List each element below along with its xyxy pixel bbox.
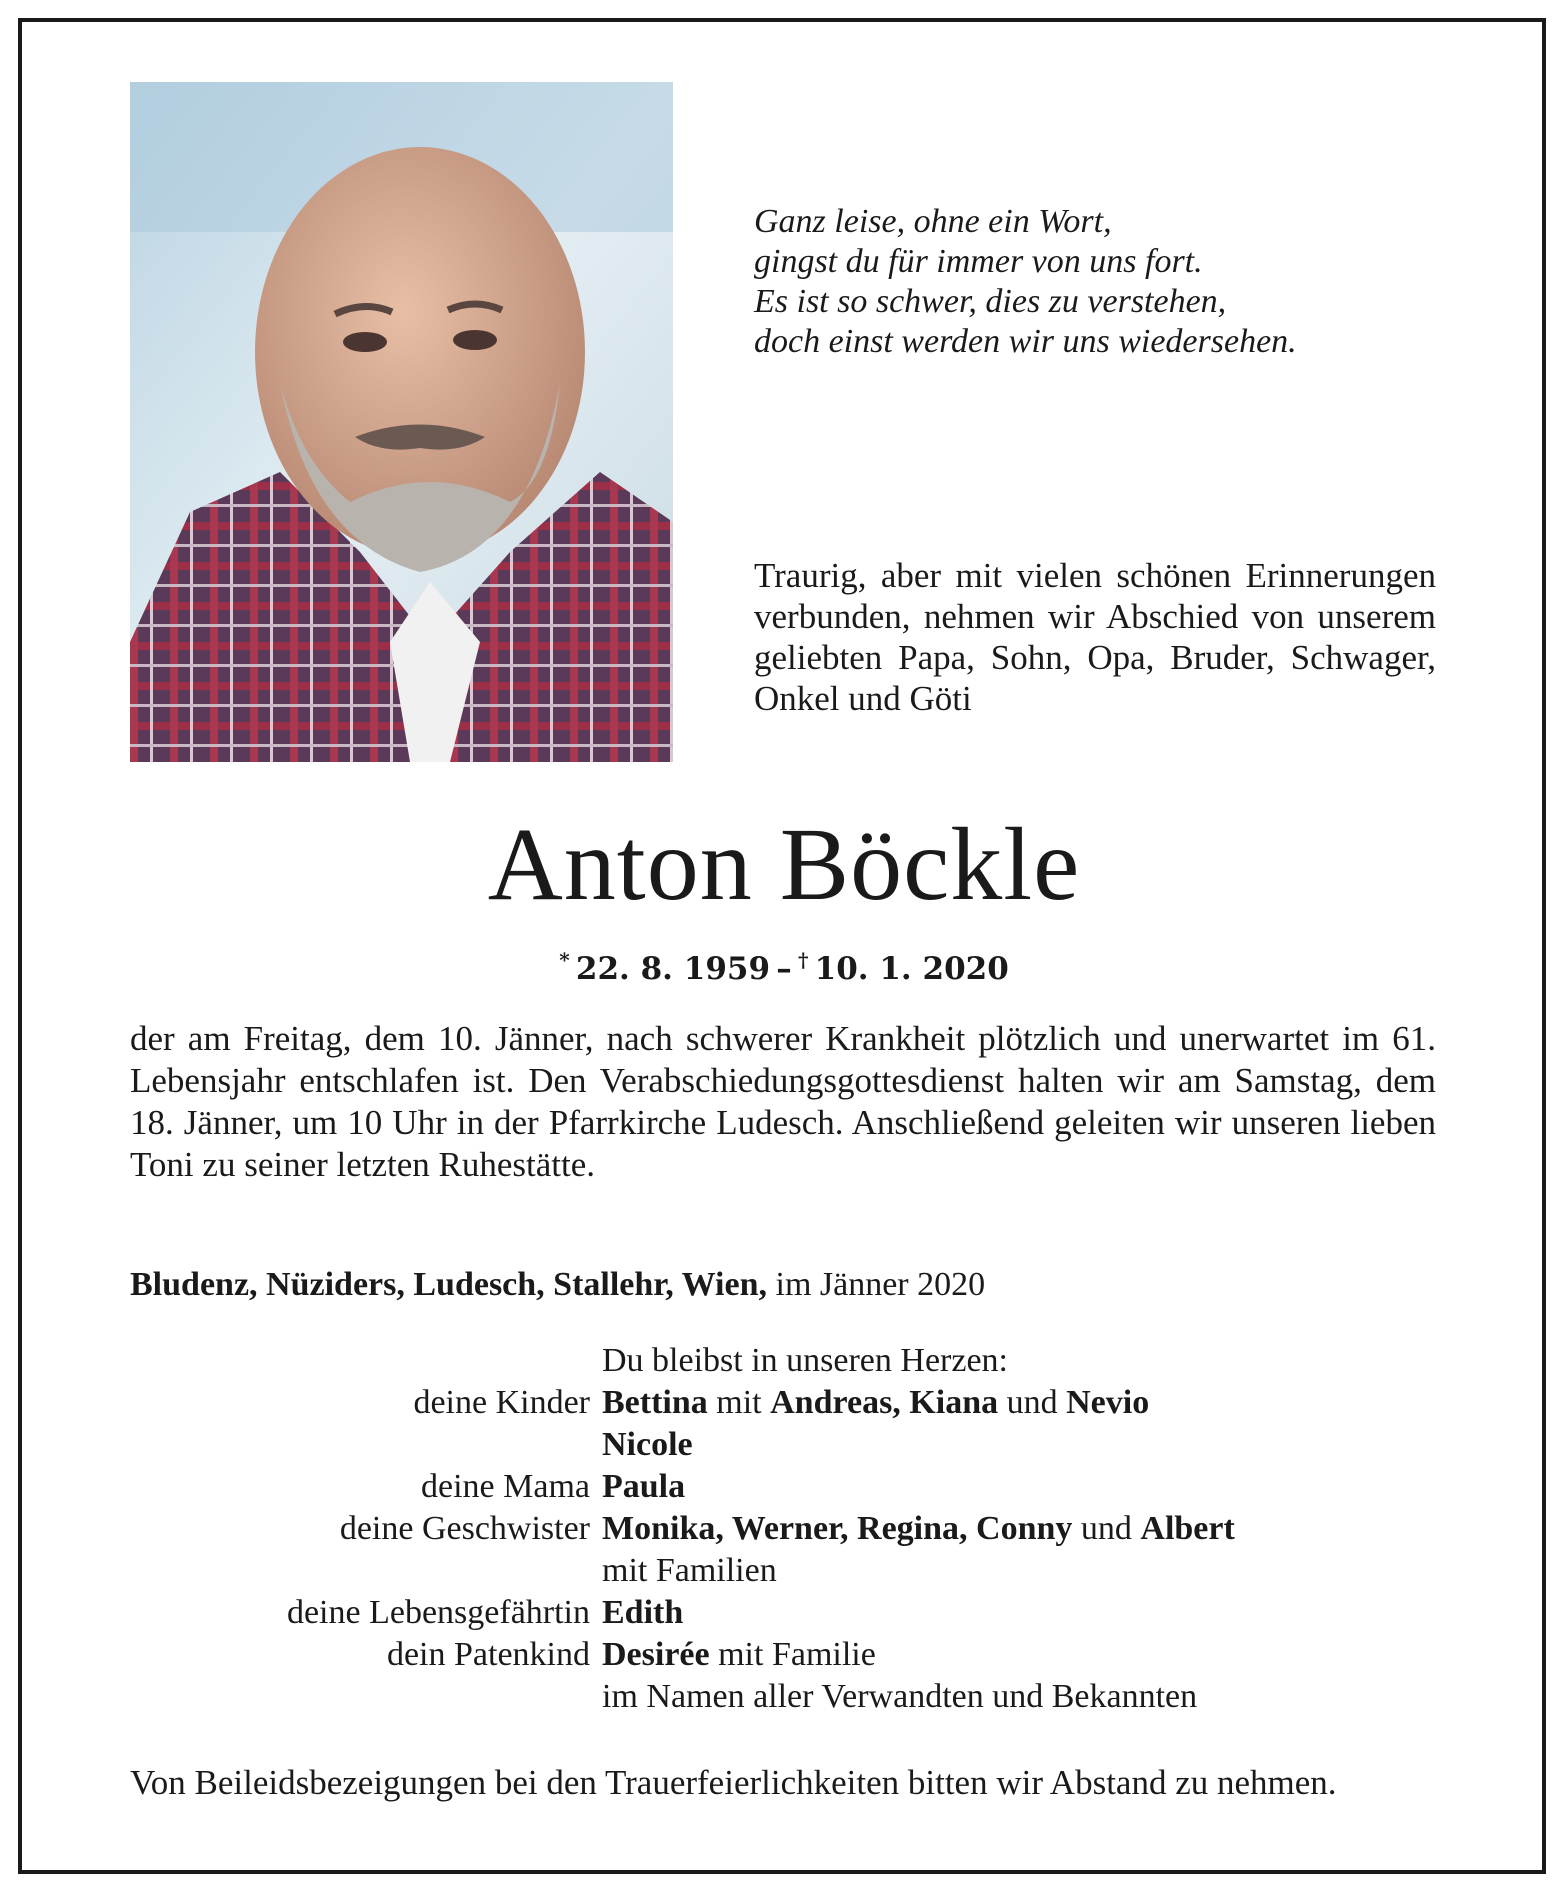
place-and-date <box>130 1264 1436 1306</box>
mourner-row-kinder: deine Kinder Bettina mit Andreas, Kiana und Nevio <box>130 1382 1436 1424</box>
announcement-date: im Jänner 2020 <box>767 1266 986 1303</box>
mourner-row-patenkind: dein Patenkind Desirée mit Familie <box>130 1634 1436 1676</box>
memorial-poem <box>754 202 1474 362</box>
deceased-name: Anton Böckle <box>487 807 1081 922</box>
birth-date: 22. 8. 1959 <box>575 951 771 987</box>
mourner-row-familien <box>130 1550 1436 1592</box>
life-dates <box>0 940 1568 989</box>
mourner-name: Bettina <box>602 1384 708 1421</box>
mourner-name: Nicole <box>602 1426 693 1463</box>
mourner-name: Desirée <box>602 1636 710 1673</box>
relation-label: deine Kinder <box>413 1384 590 1421</box>
mourners-list <box>130 1340 1436 1718</box>
closing-note: Von Beileidsbezeigungen bei den Trauerfeierlichkeiten bitten wir Abstand zu nehmen. <box>130 1763 1337 1802</box>
mourner-row-all <box>130 1676 1436 1718</box>
mourner-row-kinder-2 <box>130 1424 1436 1466</box>
mourner-note: mit Familien <box>602 1552 777 1589</box>
place-names: Bludenz, Nüziders, Ludesch, Stallehr, Wien, <box>130 1266 767 1303</box>
relation-label: deine Geschwister <box>339 1510 590 1547</box>
relation-label: deine Mama <box>421 1468 590 1505</box>
poem-line: doch einst werden wir uns wiedersehen. <box>754 323 1297 360</box>
mourner-row-partner <box>130 1592 1436 1634</box>
mourner-row-geschwister: deine Geschwister Monika, Werner, Regina, Conny und Albert <box>130 1508 1436 1550</box>
mourners-heading: Du bleibst in unseren Herzen: <box>602 1342 1008 1379</box>
mourner-name: Monika, Werner, Regina, Conny <box>602 1510 1073 1547</box>
mourner-row-mama <box>130 1466 1436 1508</box>
poem-line: Es ist so schwer, dies zu verstehen, <box>754 283 1227 320</box>
announcement-text: der am Freitag, dem 10. Jänner, nach schwerer Krankheit plötzlich und unerwartet im 61. Lebensjahr entschlafen ist. Den Verabschiedungsgottesdienst halten wir am Samstag, dem 18. Jänner, um 10 Uhr in der Pfarrkirche Ludesch. Anschließend geleiten wir unseren lieben Toni zu seiner letzten Ruhestätte. <box>130 1019 1436 1184</box>
mourner-note: im Namen aller Verwandten und Bekannten <box>602 1678 1198 1715</box>
birth-star: * <box>559 948 570 972</box>
mourner-name: Albert <box>1140 1510 1235 1547</box>
portrait-photo <box>130 82 673 762</box>
mourner-name: Andreas, Kiana <box>770 1384 999 1421</box>
mourner-name: Paula <box>602 1468 686 1505</box>
mourner-name: Nevio <box>1066 1384 1150 1421</box>
mourner-name: Edith <box>602 1594 684 1631</box>
poem-line: Ganz leise, ohne ein Wort, <box>754 203 1112 240</box>
relation-label: deine Lebensgefährtin <box>286 1594 590 1631</box>
intro-text: Traurig, aber mit vielen schönen Erinnerungen verbunden, nehmen wir Abschied von unserem geliebten Papa, Sohn, Opa, Bruder, Schwager, Onkel und Göti <box>754 556 1436 718</box>
death-cross: † <box>797 948 809 972</box>
death-date: 10. 1. 2020 <box>814 951 1009 987</box>
poem-line: gingst du für immer von uns fort. <box>754 243 1203 280</box>
date-separator: – <box>776 951 792 987</box>
relation-label: dein Patenkind <box>386 1636 590 1673</box>
mourners-heading-row <box>130 1340 1436 1382</box>
